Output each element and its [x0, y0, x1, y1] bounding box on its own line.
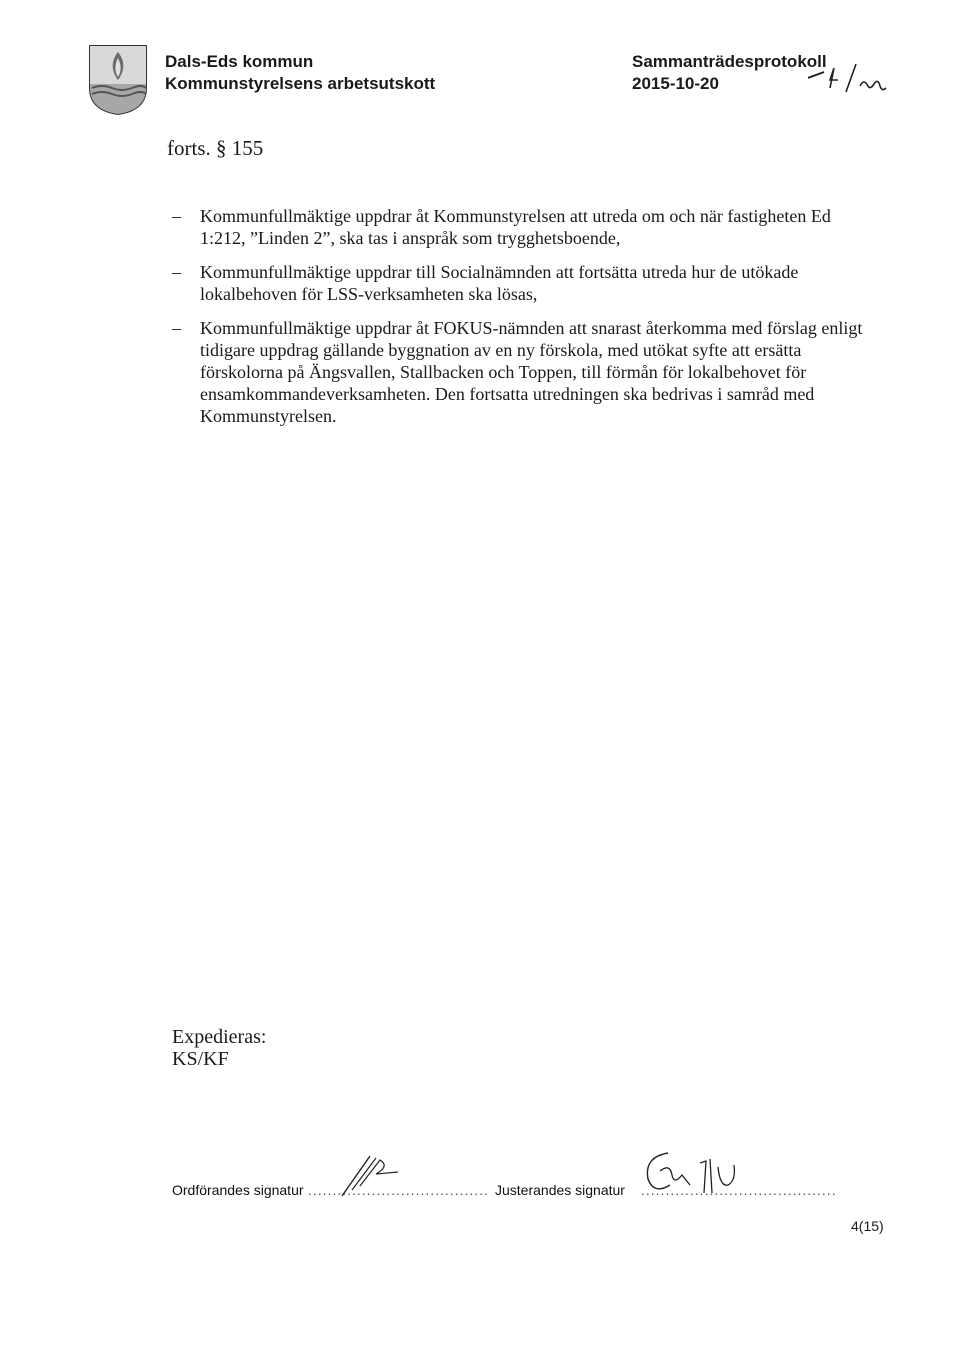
decision-item	[172, 205, 872, 249]
municipal-coat-of-arms-icon	[88, 44, 148, 116]
adjuster-signature-line: ........................................	[641, 1182, 837, 1198]
municipal-logo	[88, 44, 148, 116]
chair-signature	[330, 1150, 430, 1200]
decision-text: Kommunfullmäktige uppdrar åt Kommunstyrelsen att utreda om och när fastigheten Ed 1:212, ”Linden 2”, ska tas i anspråk som trygghetsboende,	[200, 206, 831, 248]
committee-name: Kommunstyrelsens arbetsutskott	[165, 74, 436, 93]
list-dash: –	[172, 318, 181, 338]
signature-scribble-icon	[640, 1145, 750, 1200]
chair-signature-line: .....................................	[308, 1182, 489, 1198]
decision-text: Kommunfullmäktige uppdrar till Socialnämnden att fortsätta utreda hur de utökade lokalbehoven för LSS-verksamheten ska lösas,	[200, 262, 799, 304]
signature-scribble-icon	[330, 1150, 430, 1200]
handwriting-mark-icon	[808, 60, 888, 100]
section-reference: forts. § 155	[167, 136, 264, 160]
page-number: 4(15)	[851, 1218, 884, 1234]
adjuster-signature	[640, 1145, 750, 1200]
document-date: 2015-10-20	[632, 74, 719, 93]
decision-item	[172, 261, 872, 305]
chair-signature-label: Ordförandes signatur	[172, 1182, 304, 1198]
list-dash: –	[172, 262, 181, 282]
distribution-value: KS/KF	[172, 1048, 229, 1070]
decision-text: Kommunfullmäktige uppdrar åt FOKUS-nämnden att snarast återkomma med förslag enligt tidigare uppdrag gällande byggnation av en ny förskola, med utökat syfte att ersätta förskolorna på Ängsvallen, Stallbacken och Toppen, till förmån för lokalbehovet för ensamkommandeverksamheten. Den fortsatta utredningen ska bedrivas i samråd med Kommunstyrelsen.	[200, 318, 863, 426]
handwritten-date-correction	[808, 60, 888, 100]
list-dash: –	[172, 206, 181, 226]
distribution-label: Expedieras:	[172, 1026, 267, 1048]
decision-item	[172, 317, 872, 427]
organization-name: Dals-Eds kommun	[165, 52, 314, 71]
adjuster-signature-label: Justerandes signatur	[495, 1182, 625, 1198]
document-type: Sammanträdesprotokoll	[632, 52, 827, 71]
